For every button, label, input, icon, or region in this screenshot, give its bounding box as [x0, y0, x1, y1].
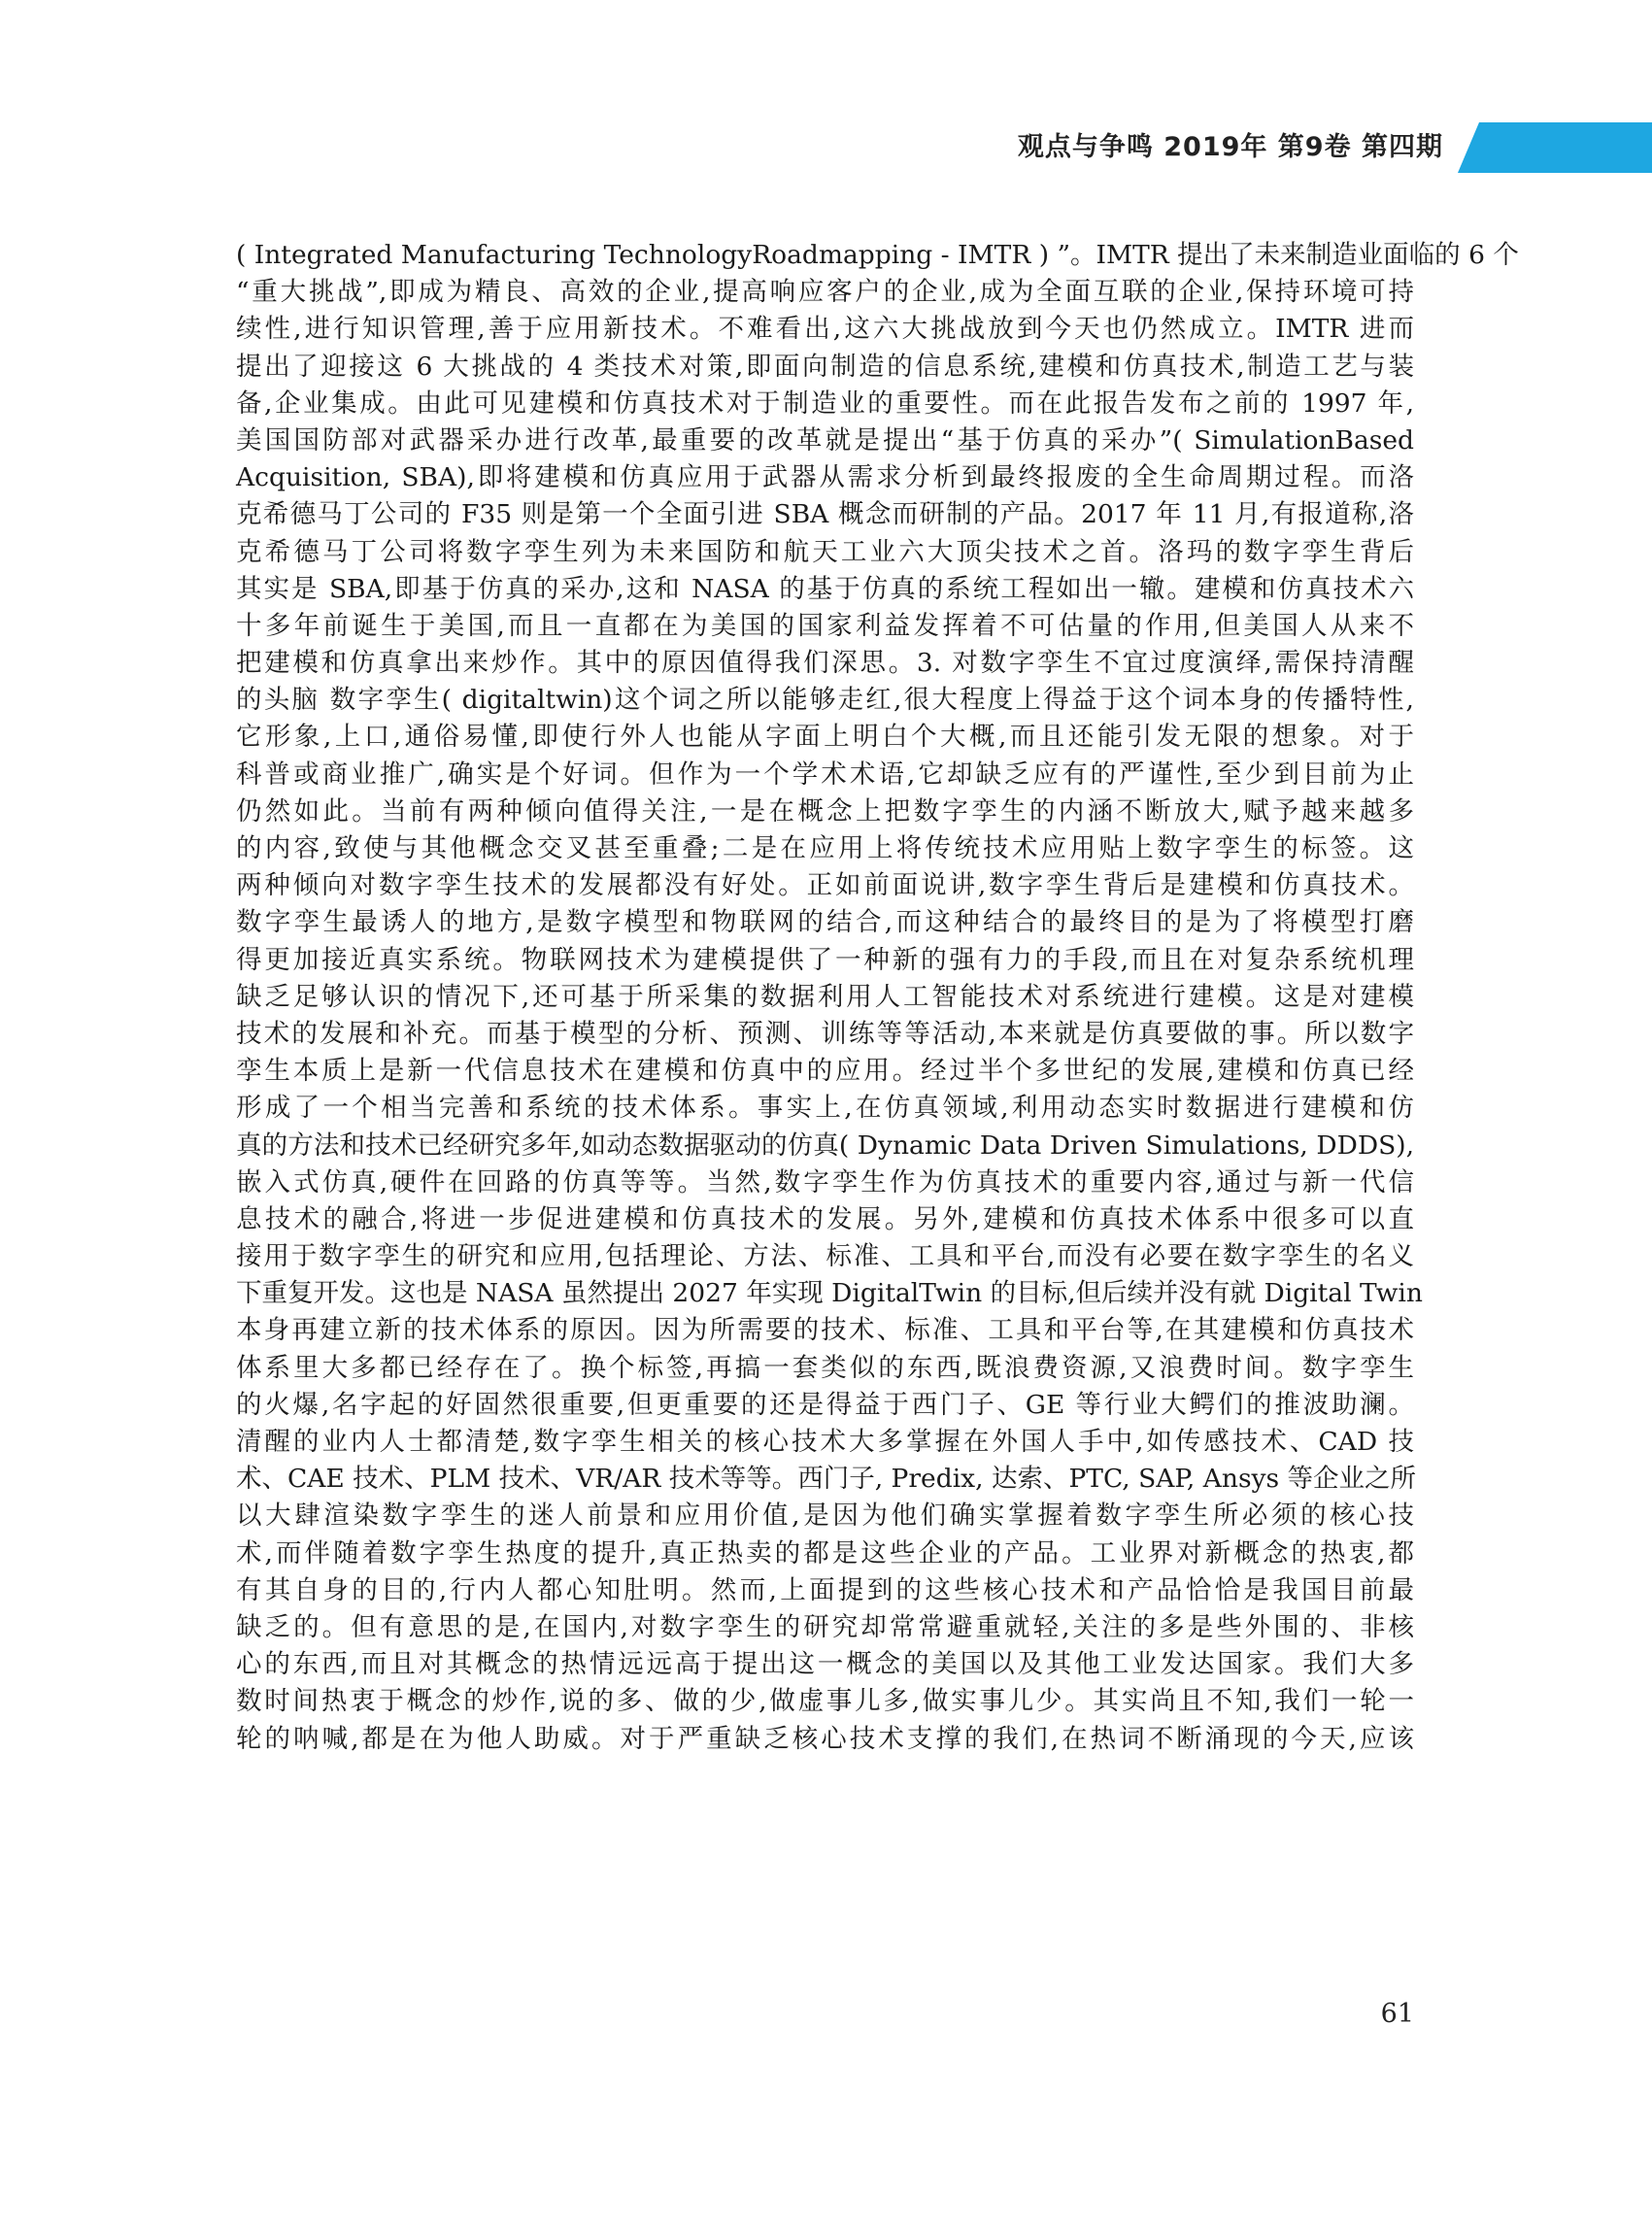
text-line: 术,而伴随着数字孪生热度的提升,真正热卖的都是这些企业的产品。工业界对新概念的热衷,都: [236, 1537, 1414, 1568]
text-line: 缺乏足够认识的情况下,还可基于所采集的数据利用人工智能技术对系统进行建模。这是对建模: [236, 981, 1414, 1012]
text-line: 科普或商业推广,确实是个好词。但作为一个学术术语,它却缺乏应有的严谨性,至少到目前为止: [236, 759, 1414, 790]
text-line: 体系里大多都已经存在了。换个标签,再搞一套类似的东西,既浪费资源,又浪费时间。数字孪生: [236, 1352, 1414, 1383]
text-line: 克希德马丁公司将数字孪生列为未来国防和航天工业六大顶尖技术之首。洛玛的数字孪生背后: [236, 536, 1414, 567]
text-line: 数时间热衷于概念的炒作,说的多、做的少,做虚事儿多,做实事儿少。其实尚且不知,我们一轮一: [236, 1686, 1414, 1717]
text-line: 接用于数字孪生的研究和应用,包括理论、方法、标准、工具和平台,而没有必要在数字孪生的名义: [236, 1241, 1414, 1272]
text-line: 把建模和仿真拿出来炒作。其中的原因值得我们深思。3. 对数字孪生不宜过度演绎,需保持清醒: [236, 648, 1414, 679]
page-number: 61: [1380, 1999, 1414, 2029]
text-line: 本身再建立新的技术体系的原因。因为所需要的技术、标准、工具和平台等,在其建模和仿真技术: [236, 1315, 1414, 1346]
text-line: 提出了迎接这 6 大挑战的 4 类技术对策,即面向制造的信息系统,建模和仿真技术,制造工艺与装: [236, 351, 1414, 382]
text-line: 有其自身的目的,行内人都心知肚明。然而,上面提到的这些核心技术和产品恰恰是我国目前最: [236, 1574, 1414, 1605]
text-line: 续性,进行知识管理,善于应用新技术。不难看出,这六大挑战放到今天也仍然成立。IMTR 进而: [236, 314, 1414, 345]
text-line: 的头脑 数字孪生( digitaltwin)这个词之所以能够走红,很大程度上得益于这个词本身的传播特性,: [236, 685, 1414, 716]
text-line: 它形象,上口,通俗易懂,即使行外人也能从字面上明白个大概,而且还能引发无限的想象。对于: [236, 722, 1414, 753]
text-line: 十多年前诞生于美国,而且一直都在为美国的国家利益发挥着不可估量的作用,但美国人从来不: [236, 610, 1414, 641]
article-body: [236, 237, 1519, 1758]
text-line: 形成了一个相当完善和系统的技术体系。事实上,在仿真领域,利用动态实时数据进行建模和仿: [236, 1093, 1414, 1124]
text-line: 以大肆渲染数字孪生的迷人前景和应用价值,是因为他们确实掌握着数字孪生所必须的核心技: [236, 1501, 1414, 1532]
text-line: 技术的发展和补充。而基于模型的分析、预测、训练等等活动,本来就是仿真要做的事。所以数字: [236, 1018, 1414, 1049]
text-line: 克希德马丁公司的 F35 则是第一个全面引进 SBA 概念而研制的产品。2017 年 11 月,有报道称,洛: [236, 499, 1414, 530]
text-line: Acquisition, SBA),即将建模和仿真应用于武器从需求分析到最终报废的全生命周期过程。而洛: [236, 462, 1414, 493]
text-line: 其实是 SBA,即基于仿真的采办,这和 NASA 的基于仿真的系统工程如出一辙。建模和仿真技术六: [236, 573, 1414, 604]
journal-title: 观点与争鸣 2019年 第9卷 第四期: [1017, 132, 1443, 162]
text-line: 孪生本质上是新一代信息技术在建模和仿真中的应用。经过半个多世纪的发展,建模和仿真已经: [236, 1056, 1414, 1087]
text-line: 仍然如此。当前有两种倾向值得关注,一是在概念上把数字孪生的内涵不断放大,赋予越来越多: [236, 795, 1414, 826]
text-line: 下重复开发。这也是 NASA 虽然提出 2027 年实现 DigitalTwin 的目标,但后续并没有就 Digital Twin: [236, 1278, 1423, 1309]
text-line: 两种倾向对数字孪生技术的发展都没有好处。正如前面说讲,数字孪生背后是建模和仿真技术。: [236, 870, 1414, 901]
text-line: 得更加接近真实系统。物联网技术为建模提供了一种新的强有力的手段,而且在对复杂系统机理: [236, 944, 1414, 975]
text-line: 备,企业集成。由此可见建模和仿真技术对于制造业的重要性。而在此报告发布之前的 1997 年,: [236, 388, 1414, 419]
text-line: 的内容,致使与其他概念交叉甚至重叠;二是在应用上将传统技术应用贴上数字孪生的标签。这: [236, 833, 1414, 863]
header-accent-bar: [1458, 122, 1652, 173]
text-line: ( Integrated Manufacturing TechnologyRoadmapping - IMTR ) ”。IMTR 提出了未来制造业面临的 6 个: [236, 240, 1519, 270]
text-line: 心的东西,而且对其概念的热情远远高于提出这一概念的美国以及其他工业发达国家。我们大多: [236, 1649, 1414, 1680]
text-line: 的火爆,名字起的好固然很重要,但更重要的还是得益于西门子、GE 等行业大鳄们的推波助澜。: [236, 1389, 1414, 1420]
text-line: 清醒的业内人士都清楚,数字孪生相关的核心技术大多掌握在外国人手中,如传感技术、CAD 技: [236, 1427, 1414, 1457]
text-line: 真的方法和技术已经研究多年,如动态数据驱动的仿真( Dynamic Data Driven Simulations, DDDS),: [236, 1130, 1414, 1161]
text-line: 嵌入式仿真,硬件在回路的仿真等等。当然,数字孪生作为仿真技术的重要内容,通过与新一代信: [236, 1166, 1414, 1197]
text-line: 数字孪生最诱人的地方,是数字模型和物联网的结合,而这种结合的最终目的是为了将模型打磨: [236, 907, 1414, 938]
text-line: 缺乏的。但有意思的是,在国内,对数字孪生的研究却常常避重就轻,关注的多是些外围的、非核: [236, 1611, 1414, 1642]
text-line: 息技术的融合,将进一步促进建模和仿真技术的发展。另外,建模和仿真技术体系中很多可以直: [236, 1203, 1414, 1234]
text-line: 美国国防部对武器采办进行改革,最重要的改革就是提出“基于仿真的采办”( SimulationBased: [236, 424, 1414, 455]
text-line: 轮的呐喊,都是在为他人助威。对于严重缺乏核心技术支撑的我们,在热词不断涌现的今天,应该: [236, 1723, 1414, 1754]
text-line: 术、CAE 技术、PLM 技术、VR/AR 技术等等。西门子, Predix, 达索、PTC, SAP, Ansys 等企业之所: [236, 1464, 1417, 1495]
text-line: “重大挑战”,即成为精良、高效的企业,提高响应客户的企业,成为全面互联的企业,保持环境可持: [236, 277, 1414, 308]
journal-header: [971, 122, 1652, 173]
